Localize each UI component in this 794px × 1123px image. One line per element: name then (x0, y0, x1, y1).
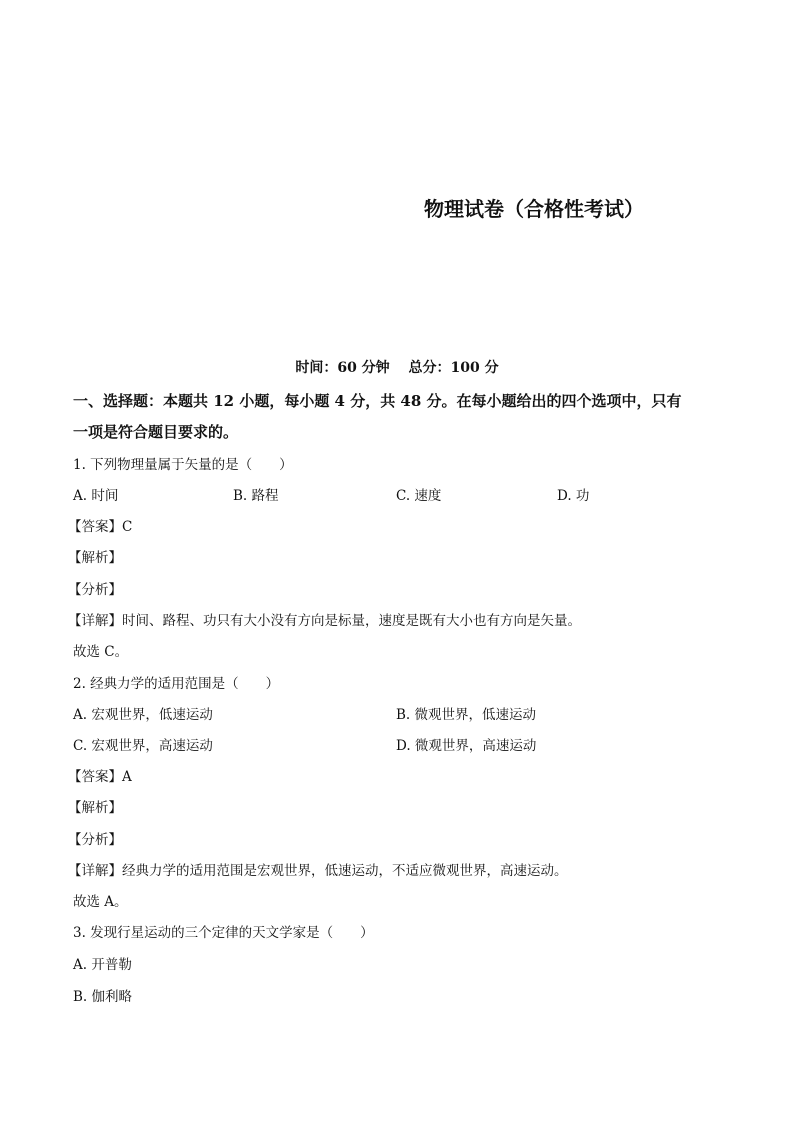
question-3-option-a: A. 开普勒 (73, 957, 132, 973)
question-1-fenxi-label: 【分析】 (68, 582, 122, 598)
question-2-detail: 【详解】经典力学的适用范围是宏观世界，低速运动，不适应微观世界，高速运动。 (68, 863, 568, 879)
exam-meta: 时间：60 分钟 总分：100 分 (295, 360, 499, 376)
question-1-conclusion: 故选 C。 (73, 644, 129, 660)
question-1-analysis-label: 【解析】 (68, 550, 122, 566)
question-1-option-d: D. 功 (557, 488, 590, 504)
question-2-answer: 【答案】A (68, 769, 132, 785)
question-1-answer: 【答案】C (68, 519, 133, 535)
question-2-option-a: A. 宏观世界，低速运动 (73, 707, 213, 723)
question-3-option-b: B. 伽利略 (73, 989, 133, 1005)
question-2-fenxi-label: 【分析】 (68, 832, 122, 848)
question-2-stem: 2. 经典力学的适用范围是（ ） (73, 676, 280, 692)
question-2-conclusion: 故选 A。 (73, 894, 128, 910)
question-2-option-d: D. 微观世界，高速运动 (396, 738, 537, 754)
question-1-option-a: A. 时间 (73, 488, 119, 504)
question-2-analysis-label: 【解析】 (68, 800, 122, 816)
exam-title: 物理试卷（合格性考试） (424, 197, 644, 221)
section-heading-line-1: 一、选择题：本题共 12 小题，每小题 4 分，共 48 分。在每小题给出的四个选项中，只有 (73, 392, 682, 410)
section-heading-line-2: 一项是符合题目要求的。 (73, 423, 239, 441)
question-3-stem: 3. 发现行星运动的三个定律的天文学家是（ ） (73, 925, 374, 941)
question-2-option-c: C. 宏观世界，高速运动 (73, 738, 213, 754)
question-1-stem: 1. 下列物理量属于矢量的是（ ） (73, 457, 293, 473)
question-1-option-b: B. 路程 (233, 488, 279, 504)
question-1-detail: 【详解】时间、路程、功只有大小没有方向是标量，速度是既有大小也有方向是矢量。 (68, 613, 581, 629)
question-1-option-c: C. 速度 (396, 488, 442, 504)
question-2-option-b: B. 微观世界，低速运动 (396, 707, 537, 723)
